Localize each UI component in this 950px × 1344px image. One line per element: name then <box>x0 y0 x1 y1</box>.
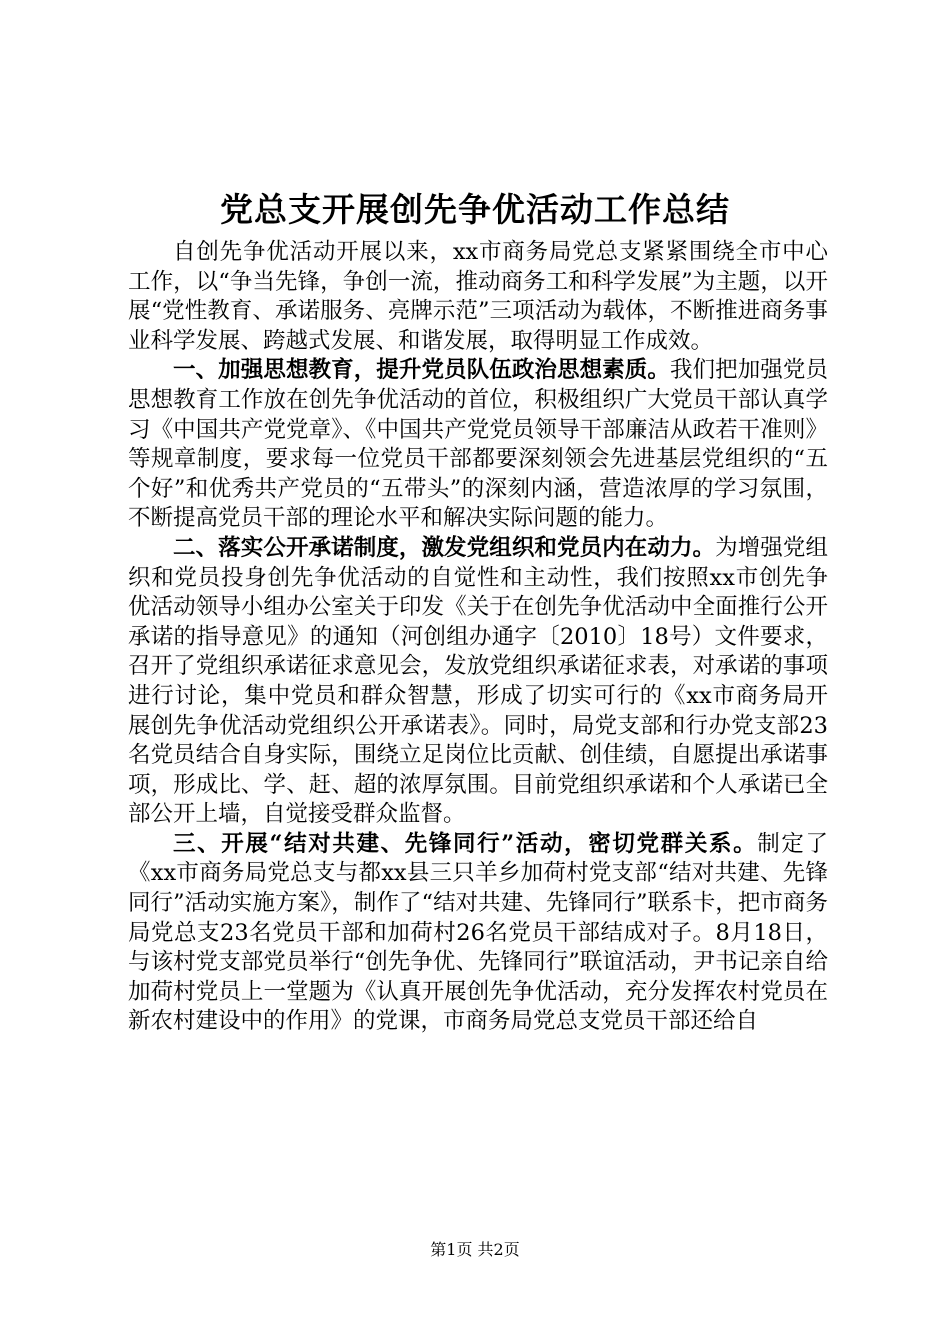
section-heading: 三、开展“结对共建、先锋同行”活动，密切党群关系。 <box>173 830 758 857</box>
paragraph-intro <box>128 238 828 356</box>
document-title: 党总支开展创先争优活动工作总结 <box>220 190 730 229</box>
paragraph-text: 自创先争优活动开展以来，xx市商务局党总支紧紧围绕全市中心工作，以“争当先锋，争创一流，推动商务工和科学发展”为主题，以开展“党性教育、承诺服务、亮牌示范”三项活动为载体，不断推进商务事业科学发展、跨越式发展、和谐发展，取得明显工作成效。 <box>128 239 828 354</box>
page-number: 第1页 共2页 <box>430 1240 520 1259</box>
paragraph-section-1 <box>128 356 828 534</box>
paragraph-section-2 <box>128 534 828 830</box>
document-body <box>128 238 828 1037</box>
section-heading: 一、加强思想教育，提升党员队伍政治思想素质。 <box>173 357 670 384</box>
section-heading: 二、落实公开承诺制度，激发党组织和党员内在动力。 <box>173 534 716 561</box>
paragraph-text: 为增强党组织和党员投身创先争优活动的自觉性和主动性，我们按照xx市创先争优活动领导小组办公室关于印发《关于在创先争优活动中全面推行公开承诺的指导意见》的通知（河创组办通字〔2010〕18号）文件要求，召开了党组织承诺征求意见会，发放党组织承诺征求表，对承诺的事项进行讨论，集中党员和群众智慧，形成了切实可行的《xx市商务局开展创先争优活动党组织公开承诺表》。同时，局党支部和行办党支部23名党员结合自身实际，围绕立足岗位比贡献、创佳绩，自愿提出承诺事项，形成比、学、赶、超的浓厚氛围。目前党组织承诺和个人承诺已全部公开上墙，自觉接受群众监督。 <box>128 534 828 828</box>
paragraph-text: 制定了《xx市商务局党总支与都xx县三只羊乡加荷村党支部“结对共建、先锋同行”活动实施方案》，制作了“结对共建、先锋同行”联系卡，把市商务局党总支23名党员干部和加荷村26名党员干部结成对子。8月18日，与该村党支部党员举行“创先争优、先锋同行”联谊活动，尹书记亲自给加荷村党员上一堂题为《认真开展创先争优活动，充分发挥农村党员在新农村建设中的作用》的党课，市商务局党总支党员干部还给自 <box>128 830 828 1035</box>
paragraph-section-3 <box>128 830 828 1037</box>
paragraph-text: 我们把加强党员思想教育工作放在创先争优活动的首位，积极组织广大党员干部认真学习《中国共产党党章》、《中国共产党党员领导干部廉洁从政若干准则》等规章制度，要求每一位党员干部都要深刻领会先进基层党组织的“五个好”和优秀共产党员的“五带头”的深刻内涵，营造浓厚的学习氛围，不断提高党员干部的理论水平和解决实际问题的能力。 <box>128 357 828 532</box>
